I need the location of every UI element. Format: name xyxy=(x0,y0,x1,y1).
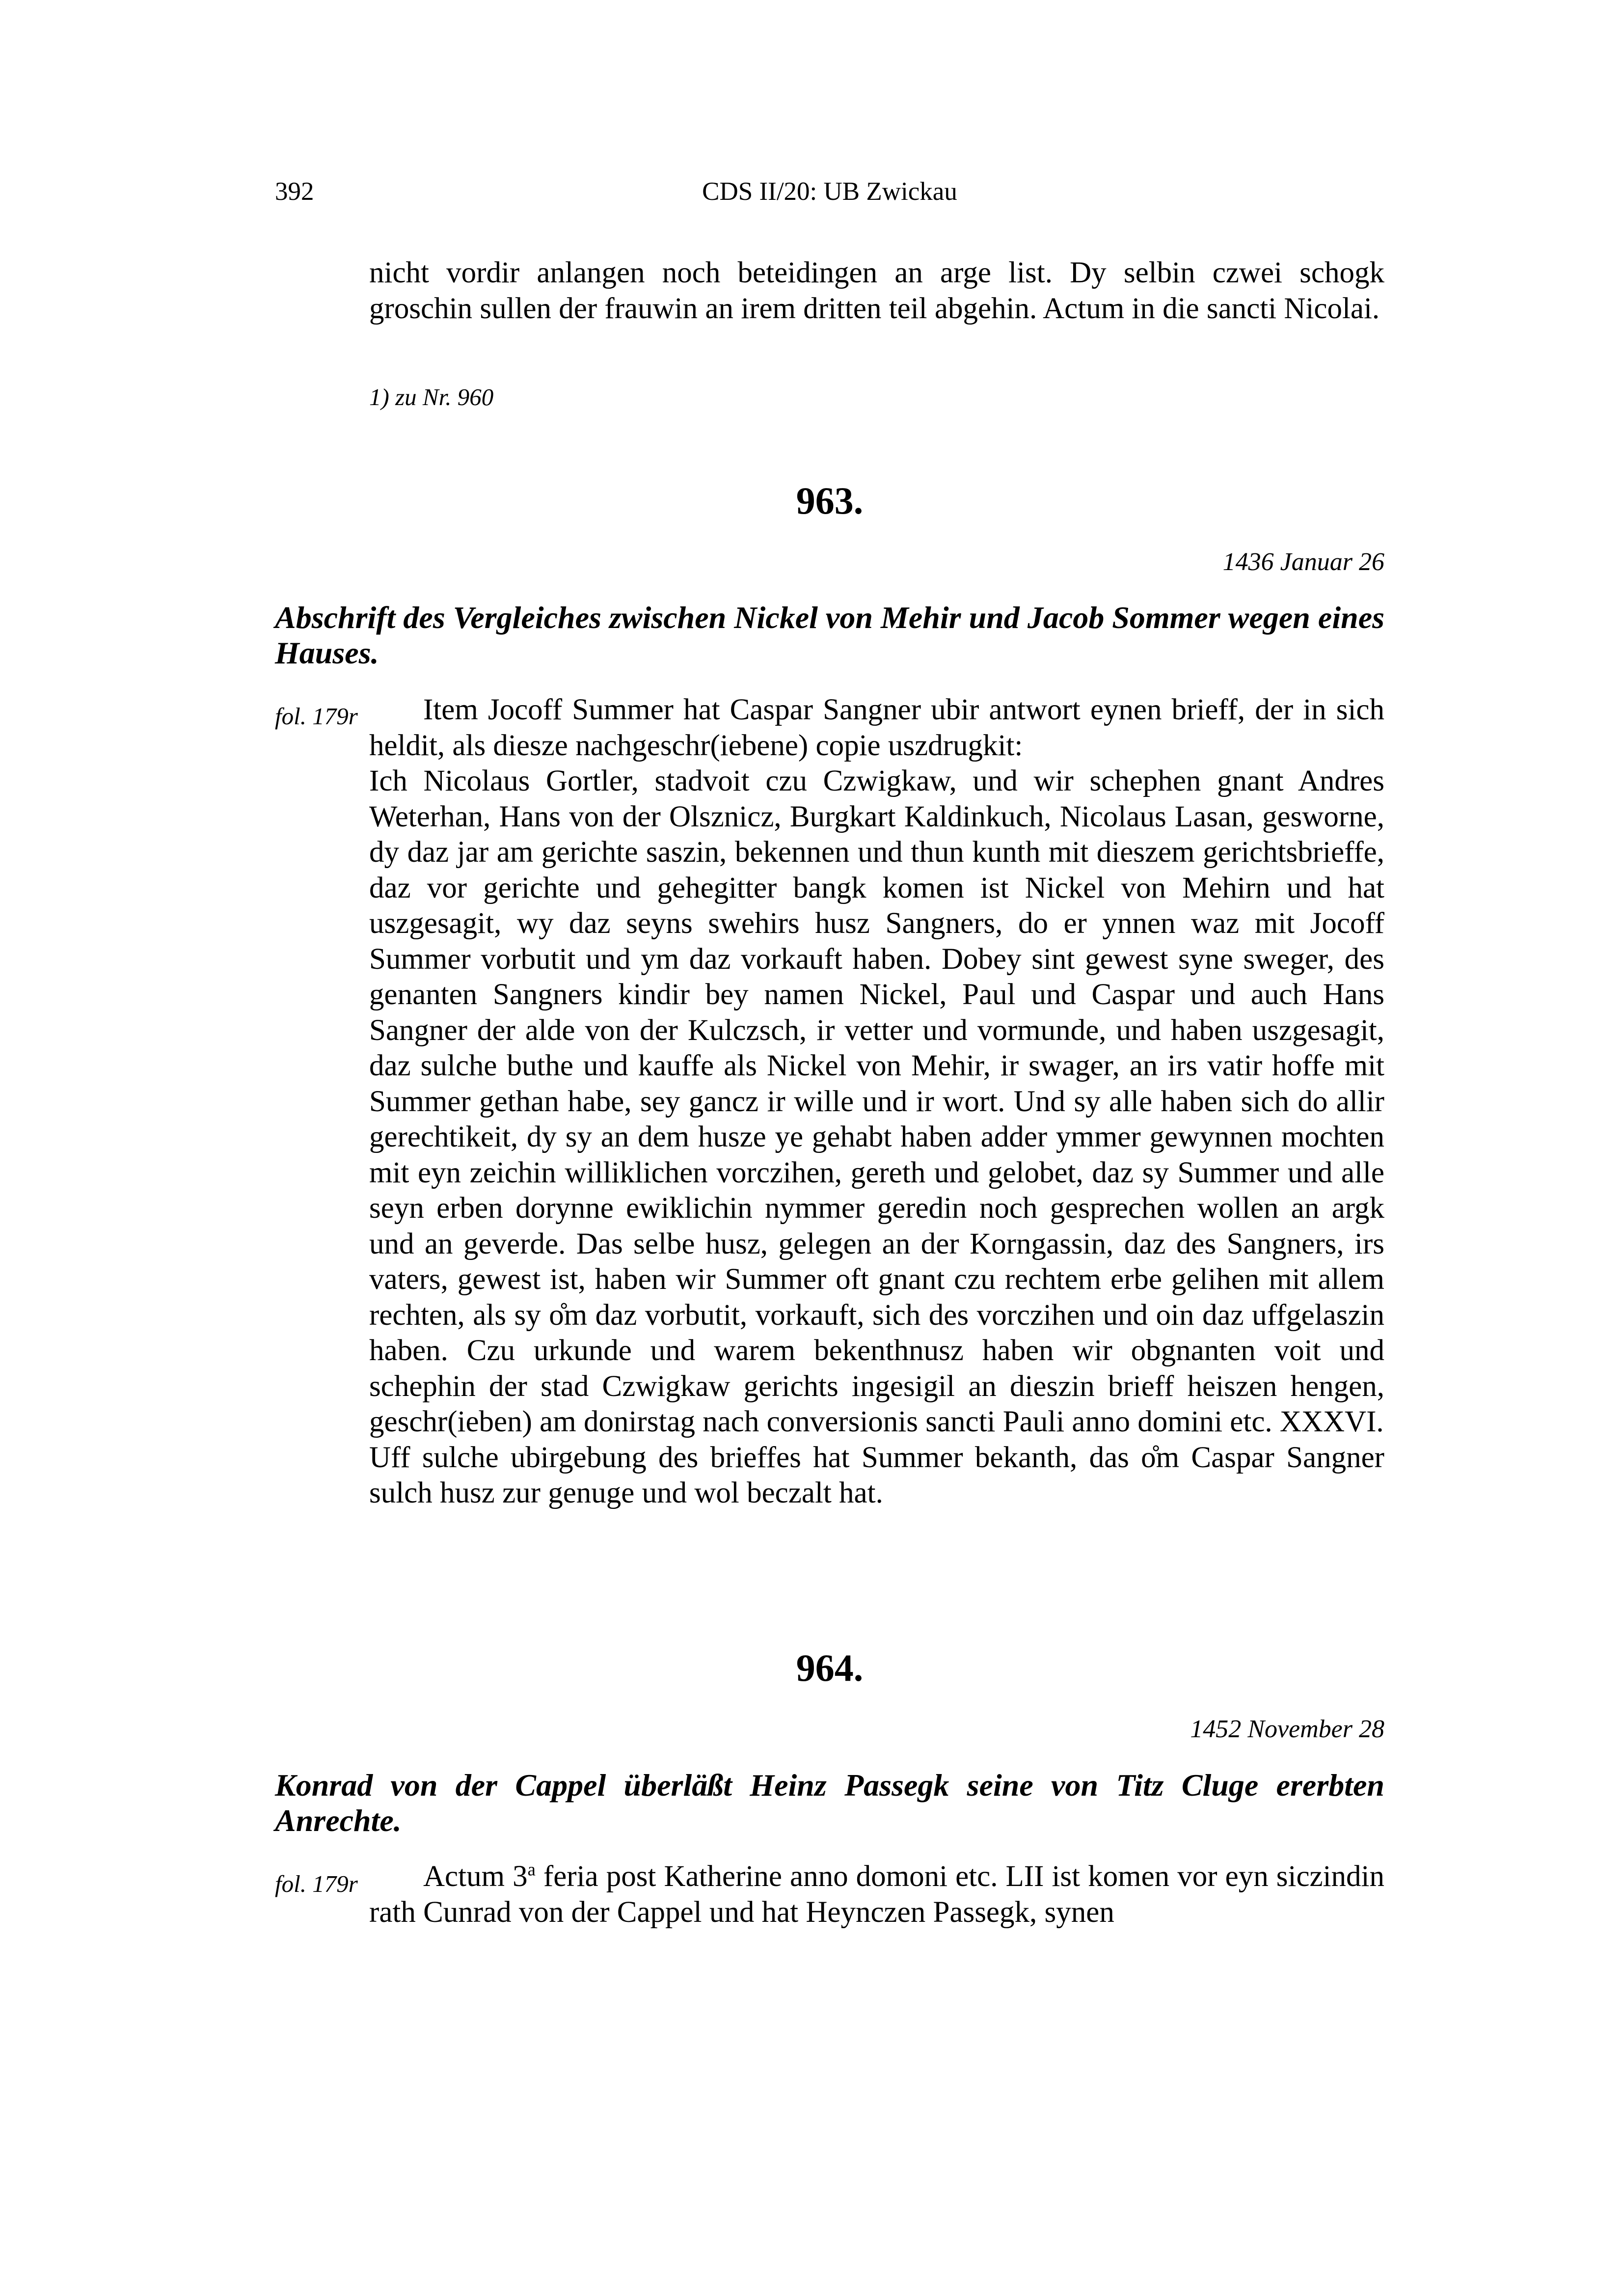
document-date-964: 1452 November 28 xyxy=(1190,1715,1384,1743)
document-text-963 xyxy=(369,692,1384,1511)
regest-963: Abschrift des Vergleiches zwischen Nickel von Mehir und Jacob Sommer wegen eines Hauses. xyxy=(275,600,1384,670)
page-number: 392 xyxy=(275,177,314,206)
carryover-block xyxy=(369,255,1384,327)
folio-reference-963: fol. 179r xyxy=(275,703,358,730)
paragraph-963-3: Uff sulche ubirgebung des brieffes hat Summer bekanth, das o̊m Caspar Sangner sulch husz zur genuge und wol beczalt hat. xyxy=(369,1441,1384,1509)
page-header xyxy=(275,172,1384,211)
footnote: 1) zu Nr. 960 xyxy=(369,383,494,410)
running-title: CDS II/20: UB Zwickau xyxy=(702,177,957,206)
paragraph-964-1-start: Actum 3 xyxy=(423,1860,528,1893)
document-number-963: 963. xyxy=(796,479,864,522)
document-body-964 xyxy=(369,1859,1384,1930)
paragraph-964-1-rest: feria post Katherine anno domoni etc. LII ist komen vor eyn siczindin rath Cunrad von der Cappel und hat Heynczen Passegk, synen xyxy=(369,1860,1384,1929)
document-text-964 xyxy=(369,1859,1384,1930)
folio-reference-964: fol. 179r xyxy=(275,1870,358,1897)
document-body-963 xyxy=(369,692,1384,1511)
document-date-963: 1436 Januar 26 xyxy=(1222,548,1384,576)
paragraph-963-2: Ich Nicolaus Gortler, stadvoit czu Czwigkaw, und wir schephen gnant Andres Weterhan, Hans von der Olsznicz, Burgkart Kaldinkuch, Nicolaus Lasan, gesworne, dy daz jar am gerichte saszin, bekennen und thun kunth mit dieszem gerichtsbrieffe, daz vor gerichte und gehegitter bangk komen ist Nickel von Mehirn und hat uszgesagit, wy daz seyns swehirs husz Sangners, do er ynnen waz mit Jocoff Summer vorbutit und ym daz vorkauft haben. Dobey sint gewest syne sweger, des genanten Sangners kindir bey namen Nickel, Paul und Caspar und auch Hans Sangner der alde von der Kulczsch, ir vetter und vormunde, und haben uszgesagit, daz sulche buthe und kauffe als Nickel von Mehir, ir swager, an irs vatir hoffe mit Summer gethan habe, sey gancz ir wille und ir wort. Und sy alle haben sich do allir gerechtikeit, dy sy an dem husze ye gehabt haben adder ymmer gewynnen mochten mit eyn zeichin williklichen vorczihen, gereth und gelobet, daz sy Summer und alle seyn erben dorynne ewiklichin nymmer geredin noch gesprechen wollen an argk und an geverde. Das selbe husz, gelegen an der Korngassin, daz des Sangners, irs vaters, gewest ist, haben wir Summer oft gnant czu rechtem erbe gelihen mit allem rechten, als sy o̊m daz vorbutit, vorkauft, sich des vorczihen und oin daz uffgelaszin haben. Czu urkunde und warem bekenthnusz haben wir obgnanten voit und schephin der stad Czwigkaw gerichts ingesigil an dieszin brieff heiszen hengen, geschr(ieben) am donirstag nach conversionis sancti Pauli anno domini etc. XXXVI. xyxy=(369,765,1384,1438)
paragraph-963-1: Item Jocoff Summer hat Caspar Sangner ubir antwort eynen brieff, der in sich heldit, als diesze nachgeschr(iebene) copie uszdrugkit: xyxy=(369,693,1384,762)
regest-964: Konrad von der Cappel überläßt Heinz Passegk seine von Titz Cluge ererbten Anrechte. xyxy=(275,1768,1384,1838)
document-number-964: 964. xyxy=(796,1646,864,1689)
paragraph-964-1 xyxy=(369,1859,1384,1930)
superscript-a: a xyxy=(527,1859,536,1880)
carryover-text: nicht vordir anlangen noch beteidingen an arge list. Dy selbin czwei schogk groschin sullen der frauwin an irem dritten teil abgehin. Actum in die sancti Nicolai. xyxy=(369,256,1384,325)
